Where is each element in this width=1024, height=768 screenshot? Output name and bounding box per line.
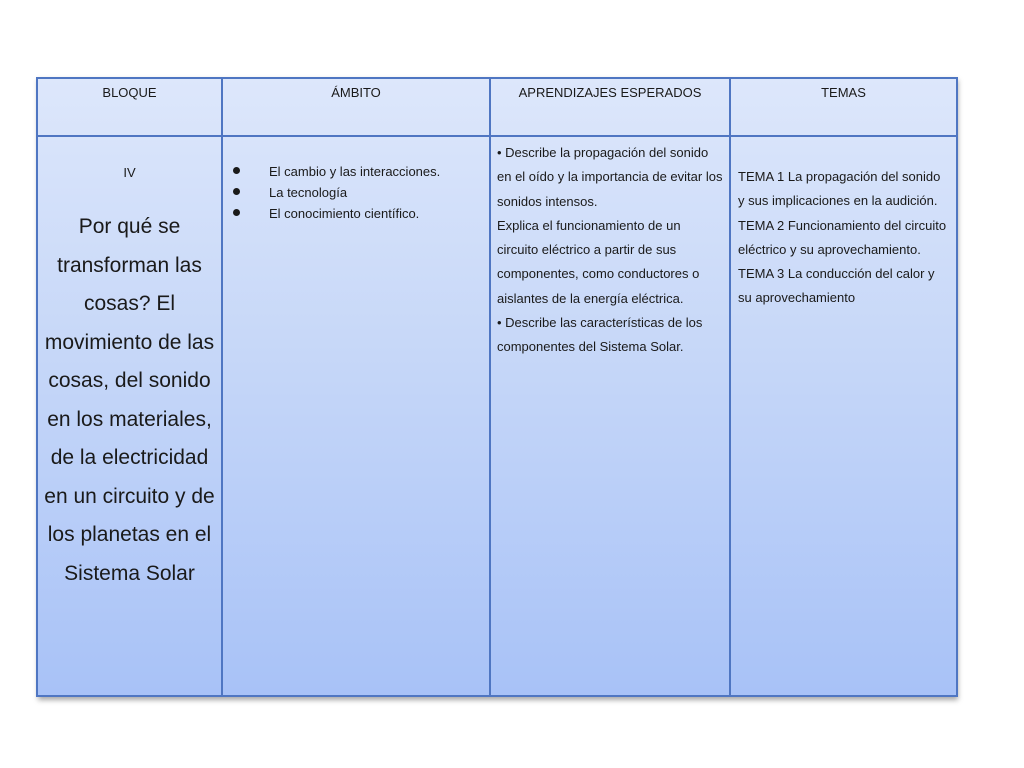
ambito-list <box>231 161 483 224</box>
ambito-cell <box>222 136 490 696</box>
ambito-item-text: El conocimiento científico. <box>269 206 420 221</box>
ambito-item <box>231 182 483 203</box>
curriculum-table <box>36 77 958 697</box>
content-row <box>37 136 957 696</box>
aprendizajes-cell <box>490 136 730 696</box>
curriculum-table-container <box>36 77 956 697</box>
tema-item: TEMA 2 Funcionamiento del circuito eléctrico y su aprovechamiento. <box>738 217 947 257</box>
bullet-icon <box>233 188 240 195</box>
aprendizaje-item: Explica el funcionamiento de un circuito eléctrico a partir de sus componentes, como conductores o aislantes de la energía eléctrica. <box>497 217 700 306</box>
aprendizaje-item: • Describe la propagación del sonido en el oído y la importancia de evitar los sonidos intensos. <box>497 145 723 209</box>
ambito-item-text: La tecnología <box>269 185 348 200</box>
ambito-item <box>231 161 483 182</box>
header-row <box>37 78 957 136</box>
header-temas: TEMAS <box>730 78 957 136</box>
temas-cell <box>730 136 957 696</box>
bullet-icon <box>233 209 240 216</box>
ambito-item <box>231 203 483 224</box>
bullet-icon <box>233 167 240 174</box>
bloque-cell <box>37 136 222 696</box>
header-bloque: BLOQUE <box>37 78 222 136</box>
header-ambito: ÁMBITO <box>222 78 490 136</box>
aprendizaje-item: • Describe las características de los componentes del Sistema Solar. <box>497 315 703 355</box>
ambito-item-text: El cambio y las interacciones. <box>269 164 441 179</box>
tema-item: TEMA 3 La conducción del calor y su aprovechamiento <box>738 266 935 306</box>
bloque-title: Por qué se transforman las cosas? El movimiento de las cosas, del sonido en los materiales, de la electricidad en un circuito y de los planetas en el Sistema Solar <box>44 215 215 585</box>
bloque-number: IV <box>123 165 136 180</box>
tema-item: TEMA 1 La propagación del sonido y sus implicaciones en la audición. <box>738 169 941 209</box>
header-aprendizajes: APRENDIZAJES ESPERADOS <box>490 78 730 136</box>
